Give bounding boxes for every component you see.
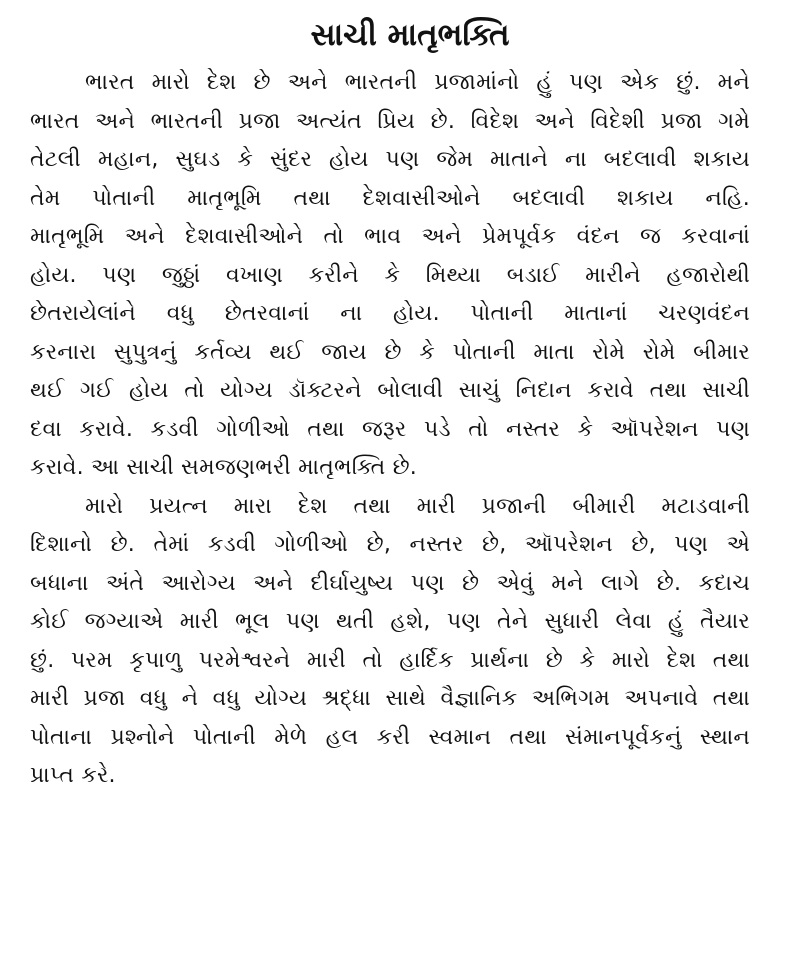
text-line: દિશાનો છે. તેમાં કડવી ગોળીઓ છે, નસ્તર છે, ઑપરેશન છે, પણ એ xyxy=(30,532,750,557)
text-line: ભારત મારો દેશ છે અને ભારતની પ્રજામાંનો હું પણ એક છું. મને xyxy=(85,70,750,95)
text-line: કરાવે. આ સાચી સમજણભરી માતૃભક્તિ છે. xyxy=(30,455,417,480)
text-line: તેટલી મહાન, સુઘડ કે સુંદર હોય પણ જેમ માતાને ના બદલાવી શકાય xyxy=(30,147,750,172)
text-line: પોતાના પ્રશ્નોને પોતાની મેળે હલ કરી સ્વમાન તથા સંમાનપૂર્વકનું સ્થાન xyxy=(30,724,750,750)
text-line: કરનારા સુપુત્રનું કર્તવ્ય થઈ જાય છે કે પોતાની માતા રોમે રોમે બીમાર xyxy=(30,339,750,365)
text-line: દવા કરાવે. કડવી ગોળીઓ તથા જરૂર પડે તો નસ્તર કે ઑપરેશન પણ xyxy=(30,416,750,442)
text-line: મારો પ્રયત્ન મારા દેશ તથા મારી પ્રજાની બીમારી મટાડવાની xyxy=(85,493,750,519)
page-title: સાચી માતૃભક્તિ xyxy=(310,17,510,53)
text-line: ભારત અને ભારતની પ્રજા અત્યંત પ્રિય છે. વિદેશ અને વિદેશી પ્રજા ગમે xyxy=(30,108,750,134)
text-line: હોય. પણ જુઠ્ઠાં વખાણ કરીને કે મિથ્યા બડાઈ મારીને હજારોથી xyxy=(30,262,750,288)
paragraph-2 xyxy=(30,488,750,796)
text-line: માતૃભૂમિ અને દેશવાસીઓને તો ભાવ અને પ્રેમપૂર્વક વંદન જ કરવાનાં xyxy=(30,224,750,249)
text-line: છેતરાયેલાંને વધુ છેતરવાનાં ના હોય. પોતાની માતાનાં ચરણવંદન xyxy=(30,301,750,326)
text-line: પ્રાપ્ત કરે. xyxy=(30,763,116,788)
document-page xyxy=(30,10,750,796)
text-line: થઈ ગઈ હોય તો યોગ્ય ડૉક્ટરને બોલાવી સાચું નિદાન કરાવે તથા સાચી xyxy=(30,378,750,403)
text-line: મારી પ્રજા વધુ ને વધુ યોગ્ય શ્રદ્ધા સાથે વૈજ્ઞાનિક અભિગમ અપનાવે તથા xyxy=(30,686,750,711)
paragraph-1 xyxy=(30,64,750,488)
text-line: છું. પરમ કૃપાળુ પરમેશ્વરને મારી તો હાર્દિક પ્રાર્થના છે કે મારો દેશ તથા xyxy=(30,647,750,673)
text-line: કોઈ જગ્યાએ મારી ભૂલ પણ થતી હશે, પણ તેને સુધારી લેવા હું તૈયાર xyxy=(30,609,750,634)
text-line: તેમ પોતાની માતૃભૂમિ તથા દેશવાસીઓને બદલાવી શકાય નહિ. xyxy=(30,185,750,211)
text-line: બધાના અંતે આરોગ્ય અને દીર્ઘાયુષ્ય પણ છે એવું મને લાગે છે. કદાચ xyxy=(30,570,750,596)
